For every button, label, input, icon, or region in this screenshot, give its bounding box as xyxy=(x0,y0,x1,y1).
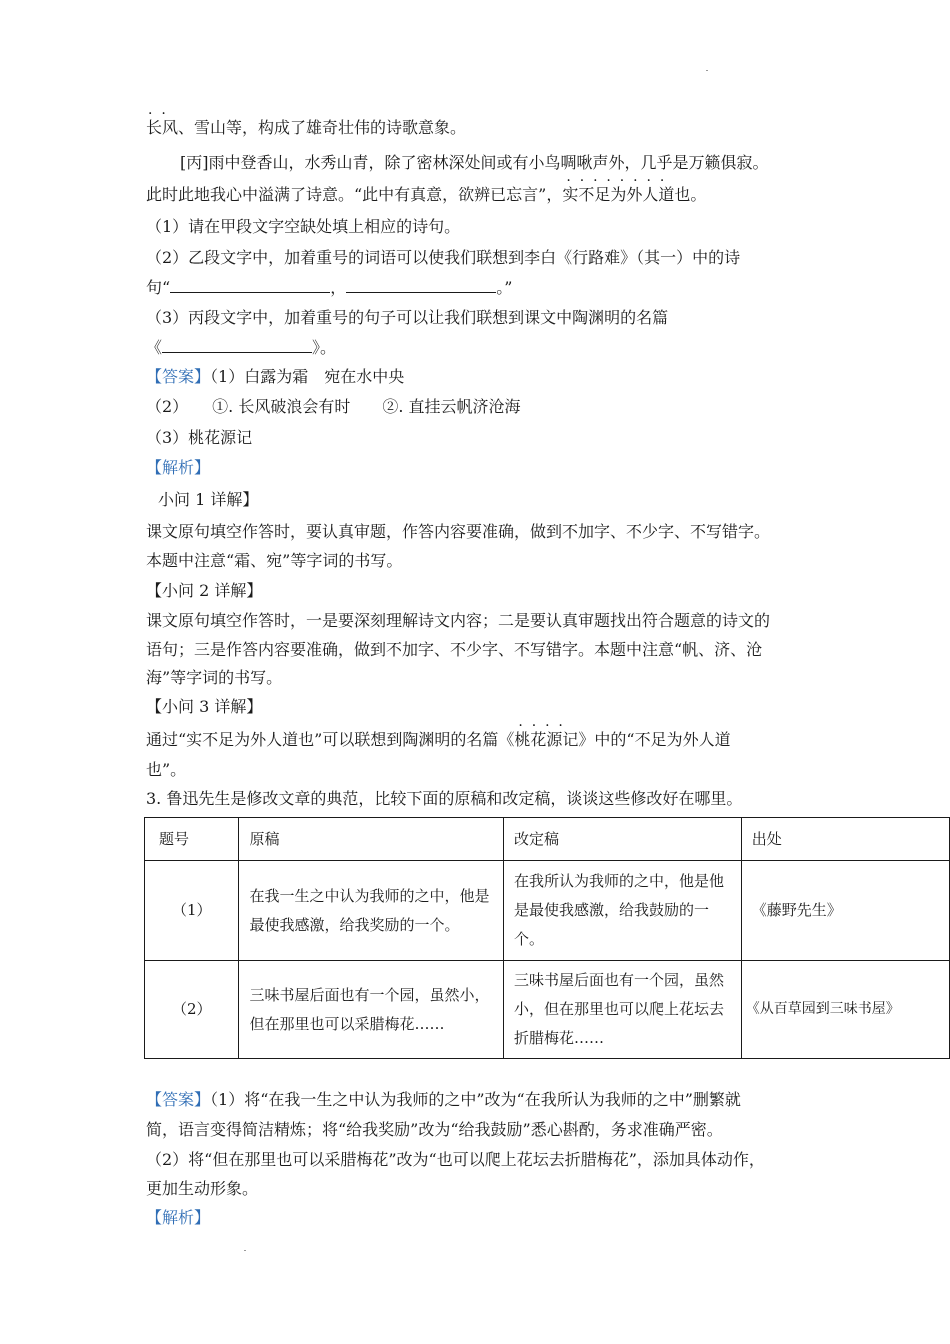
answer-blank xyxy=(162,338,312,353)
header-cell: 出处 xyxy=(741,818,949,861)
paragraph-line: 也”。 xyxy=(146,760,187,779)
question-line: （3）丙段文字中，加着重号的句子可以让我们联想到课文中陶渊明的名篇 xyxy=(146,308,669,327)
analysis-line xyxy=(146,1208,210,1228)
header-cell: 题号 xyxy=(145,818,239,861)
question-title: 3. 鲁迅先生是修改文章的典范，比较下面的原稿和改定稿，谈谈这些修改好在哪里。 xyxy=(146,789,743,808)
header-cell: 改定稿 xyxy=(504,818,742,861)
analysis-line xyxy=(146,458,210,478)
answer-line: 简，语言变得简洁精炼；将“给我奖励”改为“给我鼓励”悉心斟酌，务求准确严密。 xyxy=(146,1120,723,1139)
paragraph-line: 课文原句填空作答时，一是要深刻理解诗文内容；二是要认真审题找出符合题意的诗文的 xyxy=(146,611,771,630)
original-text: 三味书屋后面也有一个园，虽然小，但在那里也可以采腊梅花…… xyxy=(239,961,504,1059)
paragraph-line: 海”等字词的书写。 xyxy=(146,668,283,687)
paragraph-line: · · 长风、雪山等，构成了雄奇壮伟的诗歌意象。 xyxy=(146,106,467,137)
row-number: （2） xyxy=(145,961,239,1059)
paragraph-line: 课文原句填空作答时，要认真审题，作答内容要准确，做到不加字、不少字、不写错字。 xyxy=(146,522,771,541)
table-header-row xyxy=(145,818,950,861)
answer-blank xyxy=(346,278,496,293)
answer-blank xyxy=(170,278,330,293)
question-line: （2）乙段文字中，加着重号的词语可以使我们联想到李白《行路难》（其一）中的诗 xyxy=(146,248,741,267)
answer-line: 更加生动形象。 xyxy=(146,1179,259,1198)
scan-speck xyxy=(706,70,708,71)
header-cell: 原稿 xyxy=(239,818,504,861)
paragraph-line: 此时此地我心中溢满了诗意。“此中有真意，欲辨已忘言”， · · · · · · · · 实不足为外人道也。 xyxy=(146,173,707,204)
original-text: 在我一生之中认为我师的之中，他是最使我感激，给我奖励的一个。 xyxy=(239,861,504,961)
source-title: 《藤野先生》 xyxy=(741,861,949,961)
question-line: （1）请在甲段文字空缺处填上相应的诗句。 xyxy=(146,217,461,236)
answer-tag: 【答案】 xyxy=(146,367,211,386)
answer-tag: 【答案】 xyxy=(146,1090,211,1109)
table-row xyxy=(145,861,950,961)
source-title: 《从百草园到三味书屋》 xyxy=(741,961,949,1059)
paragraph-line: [丙]雨中登香山，水秀山青，除了密林深处间或有小鸟啁啾声外，几乎是万籁俱寂。 xyxy=(180,153,769,172)
table-row xyxy=(145,961,950,1059)
emphasized-title: · · · · 桃花源记 xyxy=(514,718,579,749)
paragraph-line: 本题中注意“霜、宛”等字词的书写。 xyxy=(146,551,403,570)
paragraph-line: 语句；三是作答内容要准确，做到不加字、不少字、不写错字。本题中注意“帆、济、沧 xyxy=(146,640,763,659)
revised-text: 三味书屋后面也有一个园，虽然小，但在那里也可以爬上花坛去折腊梅花…… xyxy=(504,961,742,1059)
answer-line: 【答案】（1）将“在我一生之中认为我师的之中”改为“在我所认为我师的之中”删繁就 xyxy=(146,1090,741,1109)
analysis-tag: 【解析】 xyxy=(146,1208,211,1227)
subheading: 【小问 3 详解】 xyxy=(146,697,263,716)
emphasized-sentence: · · · · · · · · 实不足为外人道 xyxy=(562,173,675,204)
analysis-tag: 【解析】 xyxy=(146,458,211,477)
answer-line: （3）桃花源记 xyxy=(146,428,253,447)
answer-line: （2）将“但在那里也可以采腊梅花”改为“也可以爬上花坛去折腊梅花”，添加具体动作， xyxy=(146,1150,765,1169)
question-line: 《 》。 xyxy=(146,338,337,357)
comparison-table xyxy=(144,817,950,1059)
subheading: 【小问 2 详解】 xyxy=(146,581,263,600)
subheading: 小问 1 详解】 xyxy=(158,490,259,509)
row-number: （1） xyxy=(145,861,239,961)
revised-text: 在我所认为我师的之中，他是他是最使我感激，给我鼓励的一个。 xyxy=(504,861,742,961)
scan-speck xyxy=(244,1250,246,1251)
answer-line: （2） ①. 长风破浪会有时 ②. 直挂云帆济沧海 xyxy=(146,397,521,416)
answer-line: 【答案】（1）白露为霜 宛在水中央 xyxy=(146,367,405,386)
paragraph-line: 通过“实不足为外人道也”可以联想到陶渊明的名篇《 · · · · 桃花源记》中的“不足为外人道 xyxy=(146,718,731,749)
question-line: 句“ ， 。” xyxy=(146,278,513,297)
emphasis-dots: · · xyxy=(148,106,166,122)
